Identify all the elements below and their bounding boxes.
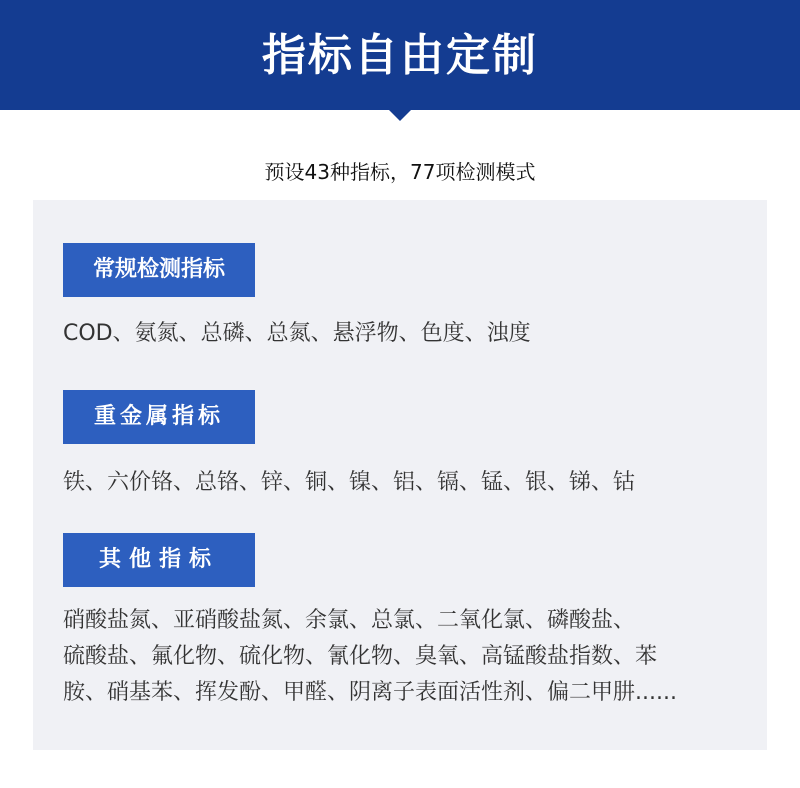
section-items-heavy-metal: 铁、六价铬、总铬、锌、铜、镍、铝、镉、锰、银、锑、钴 bbox=[63, 470, 636, 495]
section-tag-heavy-metal: 重金属指标 bbox=[63, 390, 255, 444]
section-items-routine: COD、氨氮、总磷、总氮、悬浮物、色度、浊度 bbox=[63, 321, 531, 346]
subtitle: 预设43种指标，77项检测模式 bbox=[264, 160, 536, 184]
page-title: 指标自由定制 bbox=[262, 30, 538, 81]
header-banner bbox=[0, 0, 800, 110]
section-items-other-line-3: 胺、硝基苯、挥发酚、甲醛、阴离子表面活性剂、偏二甲肼...... bbox=[63, 680, 677, 705]
indicator-panel bbox=[33, 200, 767, 750]
section-tag-other: 其他指标 bbox=[63, 533, 255, 587]
section-items-other bbox=[63, 603, 753, 711]
header-notch-arrow bbox=[388, 109, 412, 121]
section-tag-routine: 常规检测指标 bbox=[63, 243, 255, 297]
section-items-other-line-2: 硫酸盐、氟化物、硫化物、氰化物、臭氧、高锰酸盐指数、苯 bbox=[63, 644, 658, 669]
section-items-other-line-1: 硝酸盐氮、亚硝酸盐氮、余氯、总氯、二氧化氯、磷酸盐、 bbox=[63, 608, 636, 633]
